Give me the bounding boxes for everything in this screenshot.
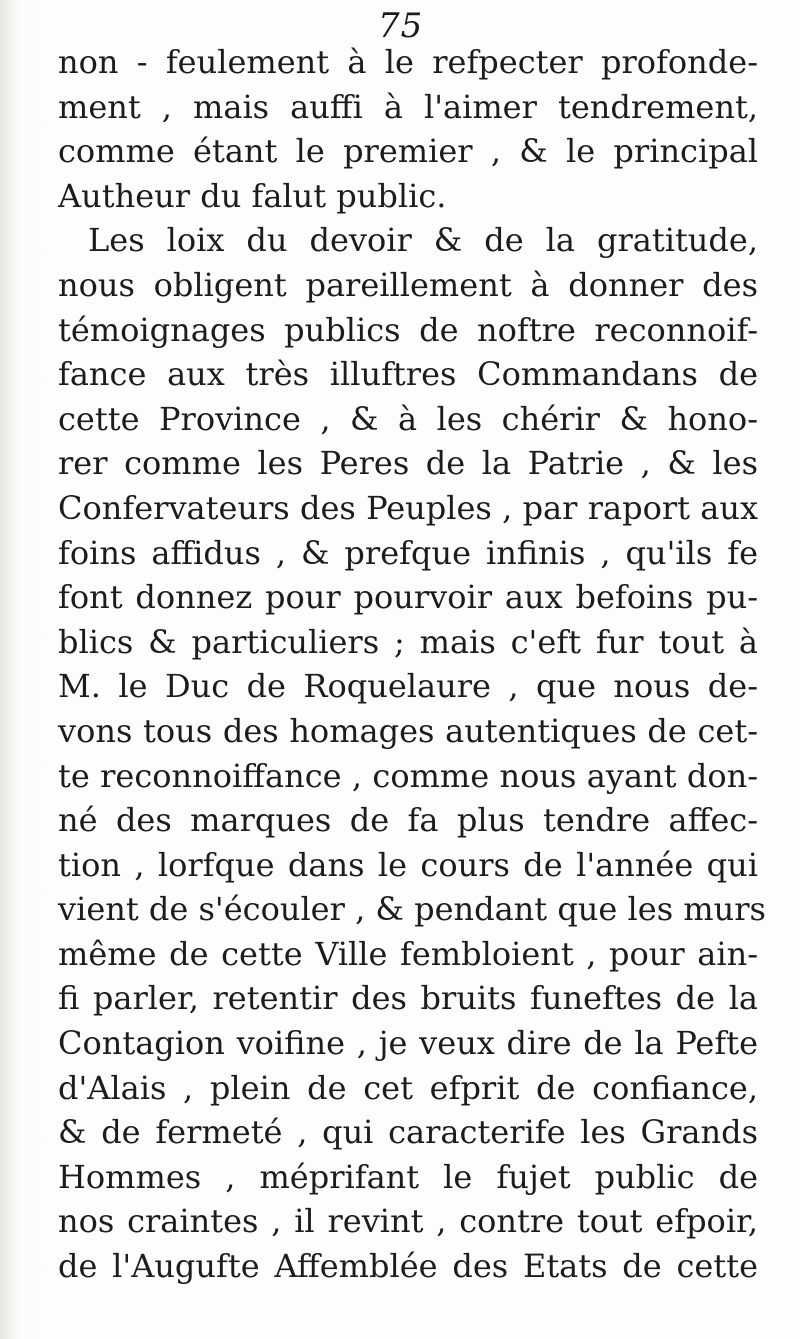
text-line: de l'Augufte Affemblée des Etats de cette bbox=[58, 1247, 758, 1286]
text-line: blics & particuliers ; mais c'eft fur tout à bbox=[58, 622, 758, 661]
text-line: te reconnoiffance , comme nous ayant don- bbox=[58, 756, 758, 795]
text-line: tion , lorfque dans le cours de l'année qui bbox=[58, 845, 758, 884]
binding-edge bbox=[0, 0, 14, 1339]
text-line: & de fermeté , qui caracterife les Grands bbox=[58, 1113, 758, 1152]
text-line: fi parler, retentir des bruits funeftes de la bbox=[58, 979, 758, 1018]
text-line: font donnez pour pourvoir aux befoins pu- bbox=[58, 578, 758, 617]
text-line: Hommes , méprifant le fujet public de bbox=[58, 1157, 758, 1196]
text-line: Les loix du devoir & de la gratitude, bbox=[88, 221, 758, 260]
text-line: comme étant le premier , & le principal bbox=[58, 132, 758, 171]
text-line: fance aux très illuftres Commandans de bbox=[58, 355, 758, 394]
text-line: foins affidus , & prefque infinis , qu'ils fe bbox=[58, 533, 758, 572]
text-line: Confervateurs des Peuples , par raport aux bbox=[58, 488, 758, 527]
text-line: témoignages publics de noftre reconnoif- bbox=[58, 310, 758, 349]
text-line: nos craintes , il revint , contre tout efpoir, bbox=[58, 1202, 758, 1241]
text-line: Autheur du falut public. bbox=[58, 176, 447, 215]
text-line: vons tous des homages autentiques de cet- bbox=[58, 711, 758, 750]
text-line: M. le Duc de Roquelaure , que nous de- bbox=[58, 667, 758, 706]
text-line: nous obligent pareillement à donner des bbox=[58, 265, 758, 304]
text-line: même de cette Ville fembloient , pour ain- bbox=[58, 934, 758, 973]
body-text bbox=[58, 40, 766, 1289]
text-line: né des marques de fa plus tendre affec- bbox=[58, 801, 758, 840]
text-line: cette Province , & à les chérir & hono- bbox=[58, 399, 758, 438]
text-line: d'Alais , plein de cet efprit de confiance, bbox=[58, 1068, 758, 1107]
page-number: 75 bbox=[378, 6, 424, 46]
text-line: non - feulement à le refpecter profonde- bbox=[58, 43, 758, 81]
text-line: Contagion voifine , je veux dire de la Pefte bbox=[58, 1024, 758, 1063]
text-line: vient de s'écouler , & pendant que les murs bbox=[58, 890, 766, 929]
text-line: ment , mais auffi à l'aimer tendrement, bbox=[58, 87, 758, 126]
text-line: rer comme les Peres de la Patrie , & les bbox=[58, 444, 758, 483]
